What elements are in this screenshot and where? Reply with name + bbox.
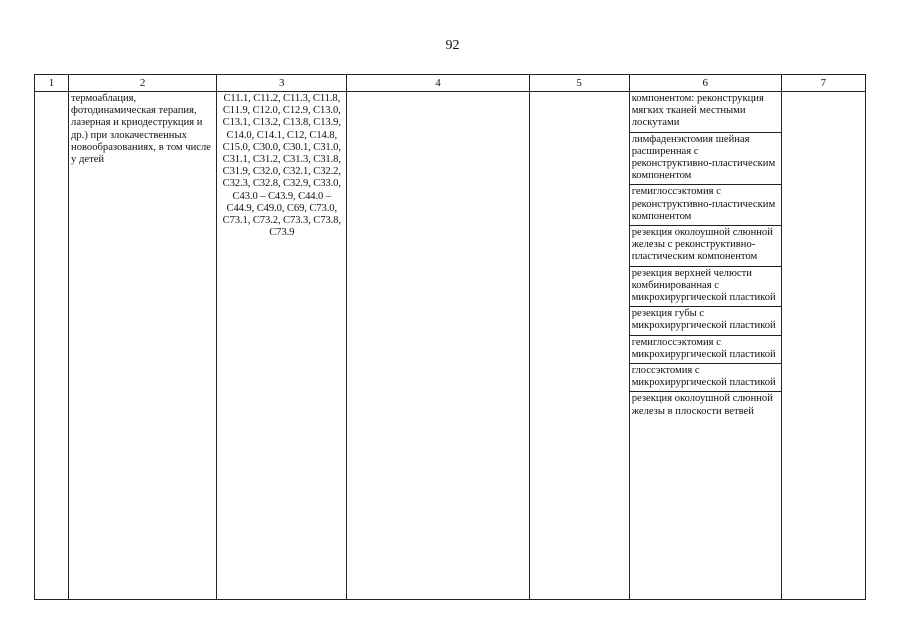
list-item: гемиглоссэктомия с микрохирургической пластикой (630, 336, 781, 364)
header-col-5: 5 (529, 75, 629, 92)
table-row (35, 92, 866, 600)
page-number: 92 (445, 38, 460, 53)
cell-col-7 (781, 92, 865, 600)
header-col-4: 4 (347, 75, 529, 92)
cell-col-3 (217, 92, 347, 600)
list-item: лимфаденэктомия шейная расширенная с реконструктивно-пластическим компонентом (630, 133, 781, 186)
list-item: резекция околоушной слюнной железы в плоскости ветвей (631, 393, 773, 417)
list-item: резекция околоушной слюнной железы с реконструктивно-пластическим компонентом (630, 226, 781, 267)
icd-codes: C11.1, C11.2, C11.3, C11.8, C11.9, C12.0, C12.9, C13.0, C13.1, C13.2, C13.8, C13.9, C14.0, C14.1, C12, C14.8, C15.0, C30.0, C30.1, C31.0, C31.1, C31.2, C31.3, C31.8, C31.9, C32.0, C32.1, C32.2, C32.3, C32.8, C32.9, C33.0, C43.0 – C43.9, C44.0 – C44.9, C49.0, C69, C73.0, C73.1, C73.2, C73.3, C73.8, C73.9 (222, 93, 341, 239)
header-col-7: 7 (781, 75, 865, 92)
header-col-1: 1 (35, 75, 69, 92)
header-col-2: 2 (69, 75, 217, 92)
cell-col-4 (347, 92, 529, 600)
list-item: компонентом: реконструкция мягких тканей местными лоскутами (630, 92, 781, 133)
cell-col-1 (35, 92, 69, 600)
list-item: резекция губы с микрохирургической пластикой (630, 307, 781, 335)
cell-col-6 (629, 92, 781, 600)
method-description: термоаблация, фотодинамическая терапия, лазерная и криодеструкция и др.) при злокачественных новообразованиях, в том числе у детей (71, 93, 211, 166)
cell-col-2 (69, 92, 217, 600)
list-item: гемиглоссэктомия с реконструктивно-пластическим компонентом (630, 185, 781, 226)
header-col-6: 6 (629, 75, 781, 92)
procedures-table (34, 74, 866, 600)
header-row (35, 75, 866, 92)
list-item: глоссэктомия с микрохирургической пластикой (630, 364, 781, 392)
list-item: резекция верхней челюсти комбинированная с микрохирургической пластикой (630, 267, 781, 308)
procedure-list (630, 92, 781, 420)
cell-col-5 (529, 92, 629, 600)
header-col-3: 3 (217, 75, 347, 92)
